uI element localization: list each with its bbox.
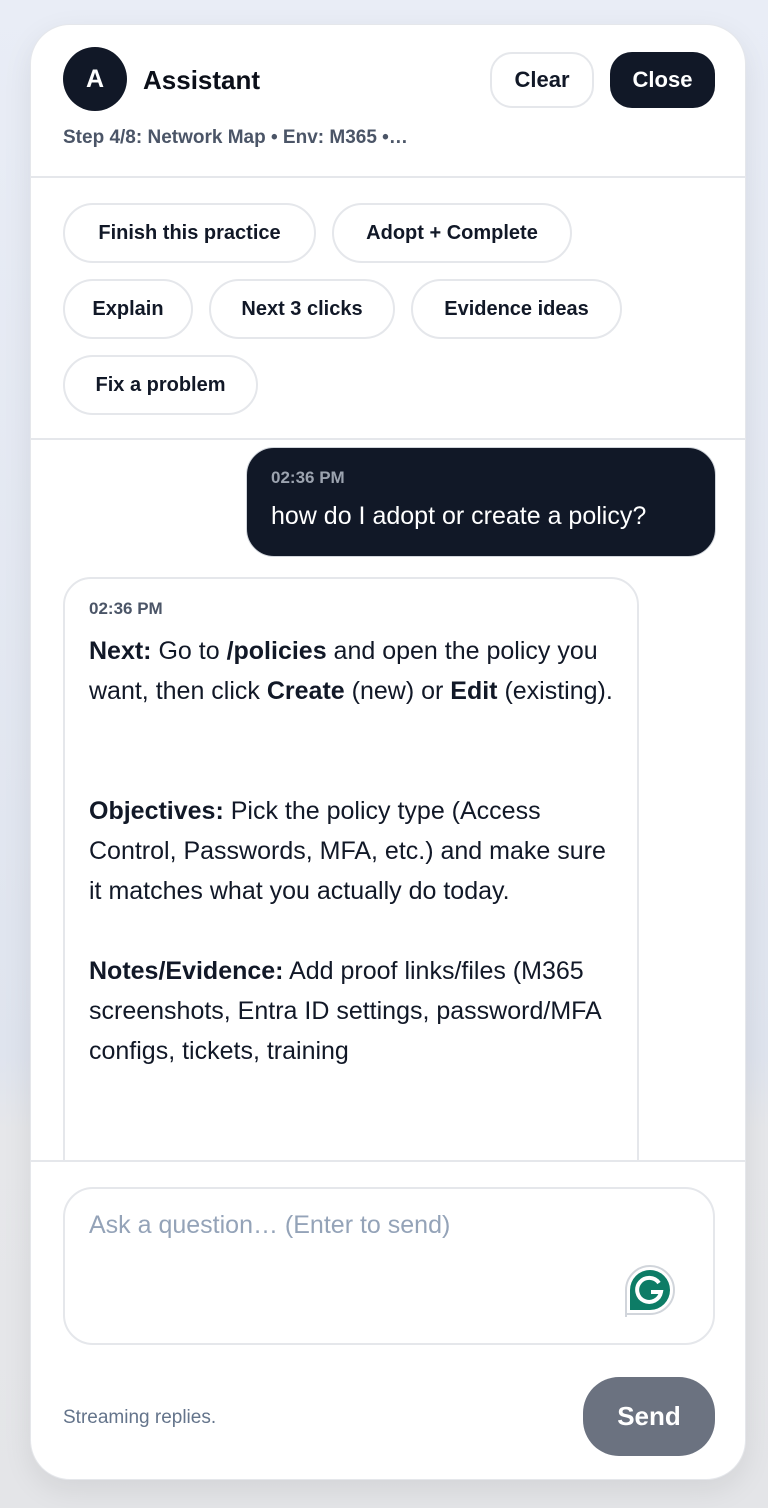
message-text: how do I adopt or create a policy?: [271, 502, 647, 530]
message-composer: [63, 1187, 715, 1345]
panel-title: Assistant: [143, 65, 261, 95]
text: (new) or: [344, 677, 451, 705]
step-context: Step 4/8: Network Map • Env: M365 •…: [63, 127, 408, 148]
next-paragraph: [89, 631, 619, 711]
path: /policies: [226, 637, 327, 665]
text: and open the policy you want, then click: [89, 637, 598, 705]
label: Objectives:: [89, 797, 224, 825]
chip-fix-problem[interactable]: Fix a problem: [63, 355, 258, 415]
message-time: 02:36 PM: [271, 468, 345, 487]
edit-term: Edit: [450, 677, 498, 705]
chip-evidence-ideas[interactable]: Evidence ideas: [411, 279, 622, 339]
label: Next:: [89, 637, 152, 665]
message-time: 02:36 PM: [89, 599, 163, 618]
status-text: Streaming replies.: [63, 1407, 217, 1428]
chip-explain[interactable]: Explain: [63, 279, 193, 339]
chip-adopt-complete[interactable]: Adopt + Complete: [332, 203, 572, 263]
clear-button[interactable]: Clear: [490, 52, 594, 108]
user-message: [246, 447, 716, 557]
chip-next-3-clicks[interactable]: Next 3 clicks: [209, 279, 395, 339]
assistant-panel: [30, 24, 746, 1480]
panel-header: [31, 25, 745, 178]
quick-actions: [31, 178, 745, 440]
text: Pick the policy type (Access Control, Passwords, MFA, etc.) and make sure it matches what you actually do today.: [89, 797, 606, 905]
question-input[interactable]: [65, 1189, 713, 1343]
label: Notes/Evidence:: [89, 957, 284, 985]
text: Add proof links/files (M365 screenshots, Entra ID settings, password/MFA configs, tickets, training: [89, 957, 601, 1065]
close-button[interactable]: Close: [610, 52, 715, 108]
create-term: Create: [266, 677, 345, 705]
text: (existing).: [497, 677, 613, 705]
avatar: A: [63, 47, 127, 111]
chip-finish-practice[interactable]: Finish this practice: [63, 203, 316, 263]
message-list[interactable]: [31, 440, 746, 1162]
evidence-paragraph: [89, 951, 619, 1071]
message-body: [89, 631, 619, 1071]
assistant-message: [63, 577, 639, 1162]
send-button[interactable]: Send: [583, 1377, 715, 1456]
grammarly-icon[interactable]: [621, 1261, 679, 1319]
objectives-paragraph: [89, 791, 619, 911]
text: Go to: [151, 637, 227, 665]
